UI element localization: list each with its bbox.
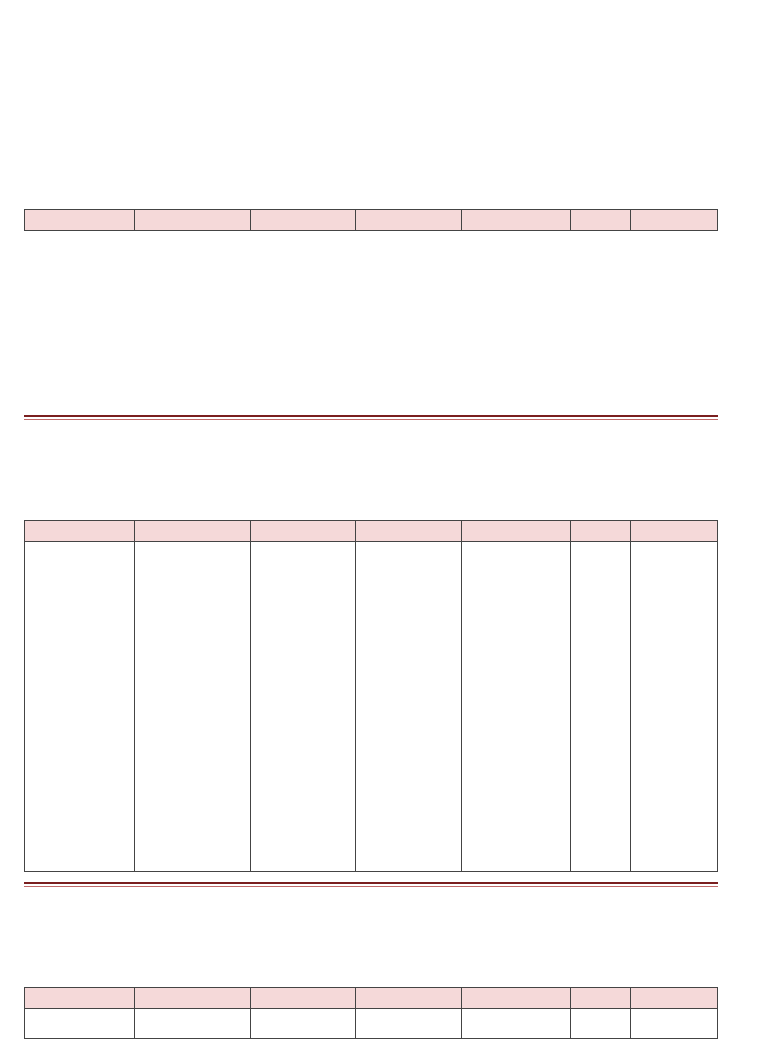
header-penilaian [462, 210, 571, 231]
page-divider-thin [24, 886, 718, 887]
cell-sumber-belajar [630, 542, 717, 872]
header-alokasi-waktu [571, 521, 630, 542]
cell-materi-pokok [250, 542, 355, 872]
header-kegiatan [355, 210, 461, 231]
table-header-row [25, 210, 718, 231]
header-materi-pokok [250, 521, 355, 542]
header-alokasi-waktu [571, 210, 630, 231]
syllabus-table-2 [24, 520, 718, 872]
page-divider [24, 415, 718, 417]
header-indikator [135, 988, 251, 1009]
table-header-row [25, 988, 718, 1009]
header-kegiatan [355, 988, 461, 1009]
syllabus-table-1 [24, 209, 718, 231]
header-indikator [135, 521, 251, 542]
page-divider [24, 882, 718, 884]
cell-kegiatan [355, 542, 461, 872]
header-penilaian [462, 521, 571, 542]
syllabus-table-3 [24, 987, 718, 1039]
header-materi-pokok [250, 210, 355, 231]
header-kompetensi-dasar [25, 521, 135, 542]
header-sumber-belajar [630, 988, 717, 1009]
header-materi-pokok [250, 988, 355, 1009]
table-row [25, 542, 718, 872]
cell-penilaian [462, 542, 571, 872]
header-indikator [135, 210, 251, 231]
header-kompetensi-dasar [25, 988, 135, 1009]
header-alokasi-waktu [571, 988, 630, 1009]
header-sumber-belajar [630, 210, 717, 231]
table-header-row [25, 521, 718, 542]
cell-alokasi-waktu [571, 542, 630, 872]
header-sumber-belajar [630, 521, 717, 542]
cell-indikator [135, 542, 251, 872]
cell-kompetensi-dasar [25, 542, 135, 872]
header-penilaian [462, 988, 571, 1009]
page-divider-thin [24, 419, 718, 420]
header-kegiatan [355, 521, 461, 542]
header-kompetensi-dasar [25, 210, 135, 231]
